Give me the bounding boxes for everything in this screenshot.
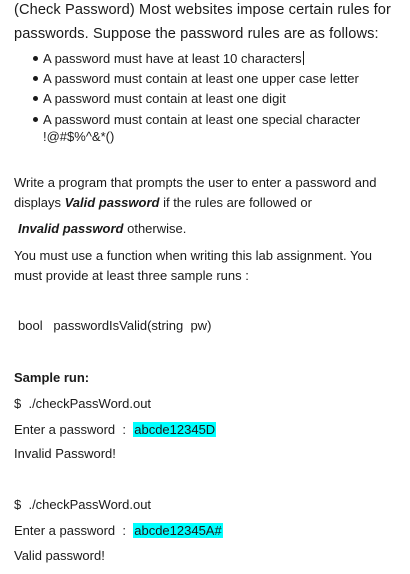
sample-run-1-prompt-line: Enter a password : abcde12345D [14,422,216,437]
sample-run-1-command: $ ./checkPassWord.out [14,396,152,411]
rule-item: A password must contain at least one digit [43,91,286,106]
task-line-3: Invalid password otherwise. [18,221,187,236]
task-line-2: displays Valid password if the rules are followed or [14,195,312,210]
rule-item: A password must contain at least one upper case letter [43,71,359,86]
sample-run-2-prompt-line: Enter a password : abcde12345A# [14,523,222,538]
requirement-line-2: must provide at least three sample runs : [14,268,249,283]
requirement-line-1: You must use a function when writing this lab assignment. You [14,248,372,263]
sample-run-2-input: abcde12345A# [134,523,222,538]
sample-run-2-result: Valid password! [14,548,105,563]
function-signature: bool passwordIsValid(string pw) [18,318,212,333]
invalid-password-label: Invalid password [18,221,124,236]
bullet-icon [33,56,38,61]
rule-item-continuation: !@#$%^&*() [43,129,115,144]
task-line-1: Write a program that prompts the user to enter a password and [14,175,377,190]
sample-run-1-result: Invalid Password! [14,446,116,461]
rule-item: A password must have at least 10 characters [43,51,302,66]
sample-run-2-command: $ ./checkPassWord.out [14,497,152,512]
valid-password-label: Valid password [64,195,160,210]
bullet-icon [33,76,38,81]
intro-line-1: (Check Password) Most websites impose certain rules for [14,2,391,18]
sample-run-heading: Sample run: [14,370,90,385]
bullet-icon [33,117,38,122]
intro-line-2: passwords. Suppose the password rules are as follows: [14,26,379,42]
bullet-icon [33,96,38,101]
rule-item: A password must contain at least one special character [43,112,361,127]
text-cursor-icon [303,51,304,65]
sample-run-1-input: abcde12345D [134,422,216,437]
